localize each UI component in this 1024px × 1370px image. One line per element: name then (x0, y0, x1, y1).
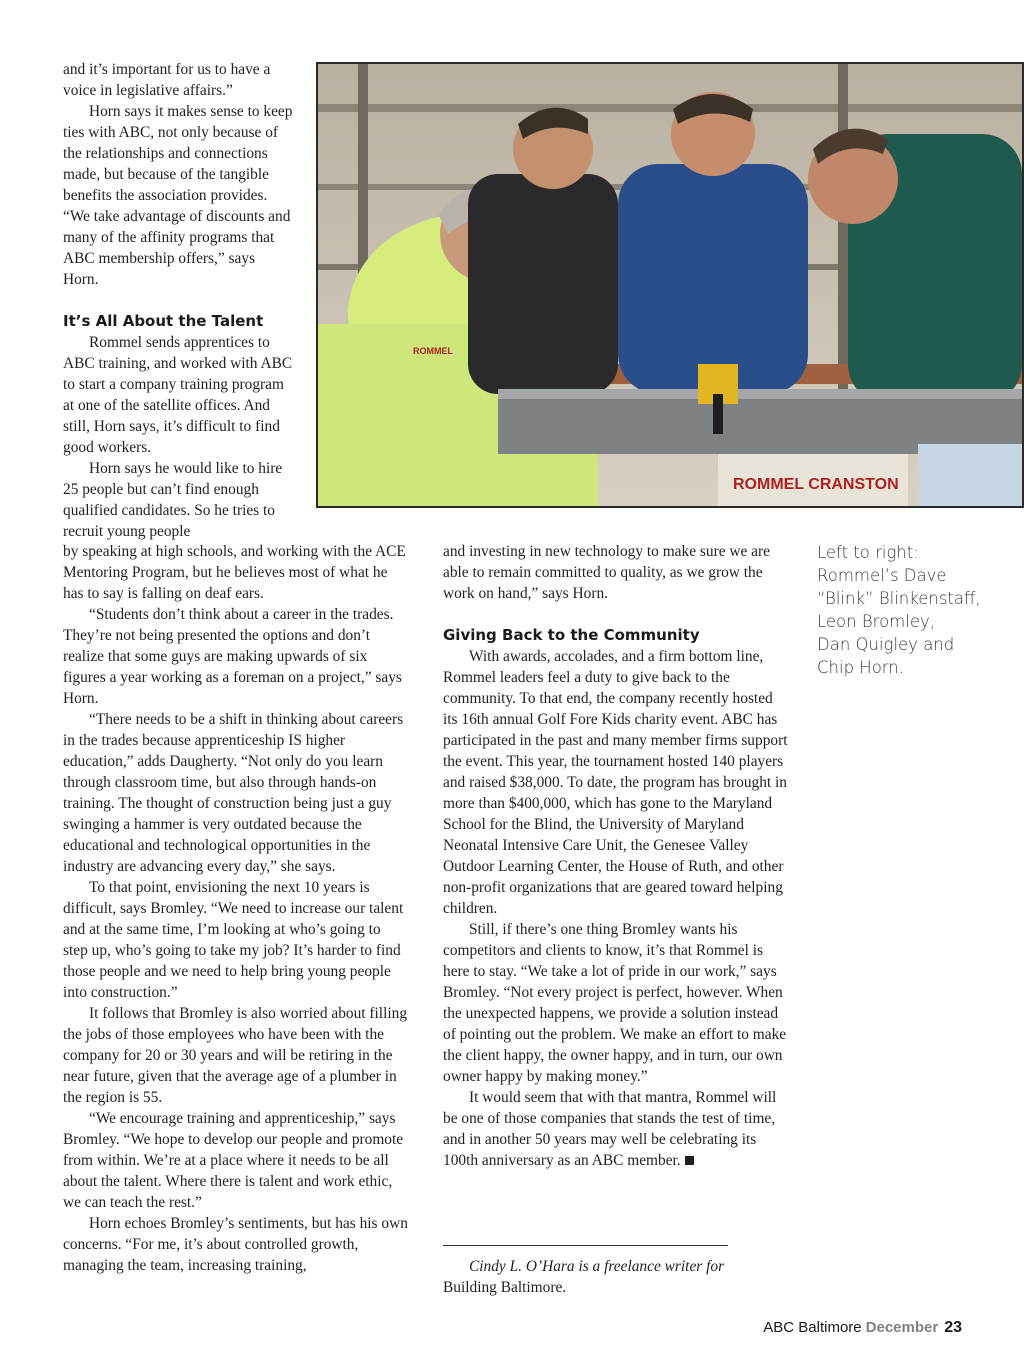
paragraph: Horn echoes Bromley’s sentiments, but has his own concerns. “For me, it’s about controlled growth, managing the team, increasing training, (63, 1215, 408, 1274)
paragraph: by speaking at high schools, and working with the ACE Mentoring Program, but he believes most of what he has to say is falling on deaf ears. (63, 543, 406, 602)
middle-column (443, 541, 789, 1171)
bio-line-italic: Cindy L. O’Hara is a freelance writer for (469, 1258, 725, 1275)
publication-name: ABC Baltimore (763, 1319, 862, 1336)
caption-line: Chip Horn. (817, 658, 904, 677)
paragraph: “Students don’t think about a career in the trades. They’re not being presented the options and don’t realize that some guys are making upwards of six figures a year working as a foreman on a project,” says Horn. (63, 606, 402, 707)
paragraph (443, 1087, 789, 1171)
caption-line: “Blink” Blinkenstaff, (817, 589, 981, 608)
photo-banner-text: ROMMEL CRANSTON (733, 476, 899, 493)
bio-line: Building Baltimore. (443, 1279, 567, 1296)
page-footer (763, 1319, 962, 1337)
paragraph: and investing in new technology to make sure we are able to remain committed to quality, as we grow the work on hand,” says Horn. (443, 543, 770, 602)
issue-month: December (865, 1319, 939, 1336)
bio-divider (443, 1245, 728, 1246)
caption-line: Leon Bromley, (817, 612, 935, 631)
paragraph: “There needs to be a shift in thinking about careers in the trades because apprenticeship IS higher education,” adds Daugherty. “Not only do you learn through classroom time, but also through hands-on training. The thought of construction being just a guy swinging a hammer is very outdated because the educational and technological opportunities in the industry are advancing every day,” she says. (63, 711, 404, 875)
caption-line: Left to right: (817, 543, 919, 562)
paragraph: Rommel sends apprentices to ABC training, and worked with ABC to start a company training program at one of the satellite offices. And still, Horn says, it’s difficult to find good workers. (63, 334, 293, 456)
workers-photo-illustration (318, 64, 1022, 506)
left-column-bottom (63, 541, 408, 1276)
paragraph: Horn says it makes sense to keep ties with ABC, not only because of the relationships and connections made, but because of the tangible benefits the association provides. “We take advantage of discounts and many of the affinity programs that ABC membership offers,” says Horn. (63, 103, 293, 288)
section-heading-community: Giving Back to the Community (443, 626, 700, 644)
paragraph: and it’s important for us to have a voice in legislative affairs.” (63, 61, 271, 99)
closing-text: It would seem that with that mantra, Rommel will be one of those companies that stands the test of time, and in another 50 years may well be celebrating its 100th anniversary as an ABC member. (443, 1089, 777, 1169)
workers-photo (316, 62, 1024, 508)
end-mark-icon (685, 1156, 694, 1165)
caption-line: Dan Quigley and (817, 635, 955, 654)
author-bio (443, 1256, 743, 1298)
paragraph: Horn says he would like to hire 25 people but can’t find enough qualified candidates. So he tries to recruit young people (63, 460, 283, 540)
section-heading-talent: It’s All About the Talent (63, 312, 264, 330)
paragraph: “We encourage training and apprenticeship,” says Bromley. “We hope to develop our people and promote from within. We’re at a place where it needs to be all about the talent. Where there is talent and work ethic, we can teach the rest.” (63, 1110, 404, 1211)
left-column-top (63, 59, 293, 542)
caption-line: Rommel’s Dave (817, 566, 947, 585)
paragraph: It follows that Bromley is also worried about filling the jobs of those employees who have been with the company for 20 or 30 years and will be retiring in the near future, given that the average age of a plumber in the region is 55. (63, 1005, 408, 1106)
paragraph: With awards, accolades, and a firm bottom line, Rommel leaders feel a duty to give back to the community. To that end, the company recently hosted its 16th annual Golf Fore Kids charity event. ABC has participated in the past and many member firms support the event. This year, the tournament hosted 140 players and raised $38,000. To date, the program has brought in more than $400,000, which has gone to the Maryland School for the Blind, the University of Maryland Neonatal Intensive Care Unit, the Genesee Valley Outdoor Learning Center, the House of Ruth, and other non-profit organizations that are geared toward helping children. (443, 648, 788, 917)
paragraph: Still, if there’s one thing Bromley wants his competitors and clients to know, it’s that Rommel is here to stay. “We take a lot of pride in our work,” says Bromley. “Not every project is perfect, however. When the unexpected happens, we provide a solution instead of pointing out the problem. We make an effort to make the client happy, the owner happy, and in turn, our own owner happy by making money.” (443, 921, 787, 1085)
photo-shirt-text: ROMMEL (413, 346, 453, 356)
photo-caption (817, 541, 987, 679)
paragraph: To that point, envisioning the next 10 years is difficult, says Bromley. “We need to increase our talent and at the same time, I’m looking at who’s going to step up, who’s going to take my job? It’s harder to find those people and we need to help bring young people into construction.” (63, 879, 404, 1001)
page-number: 23 (944, 1319, 962, 1336)
